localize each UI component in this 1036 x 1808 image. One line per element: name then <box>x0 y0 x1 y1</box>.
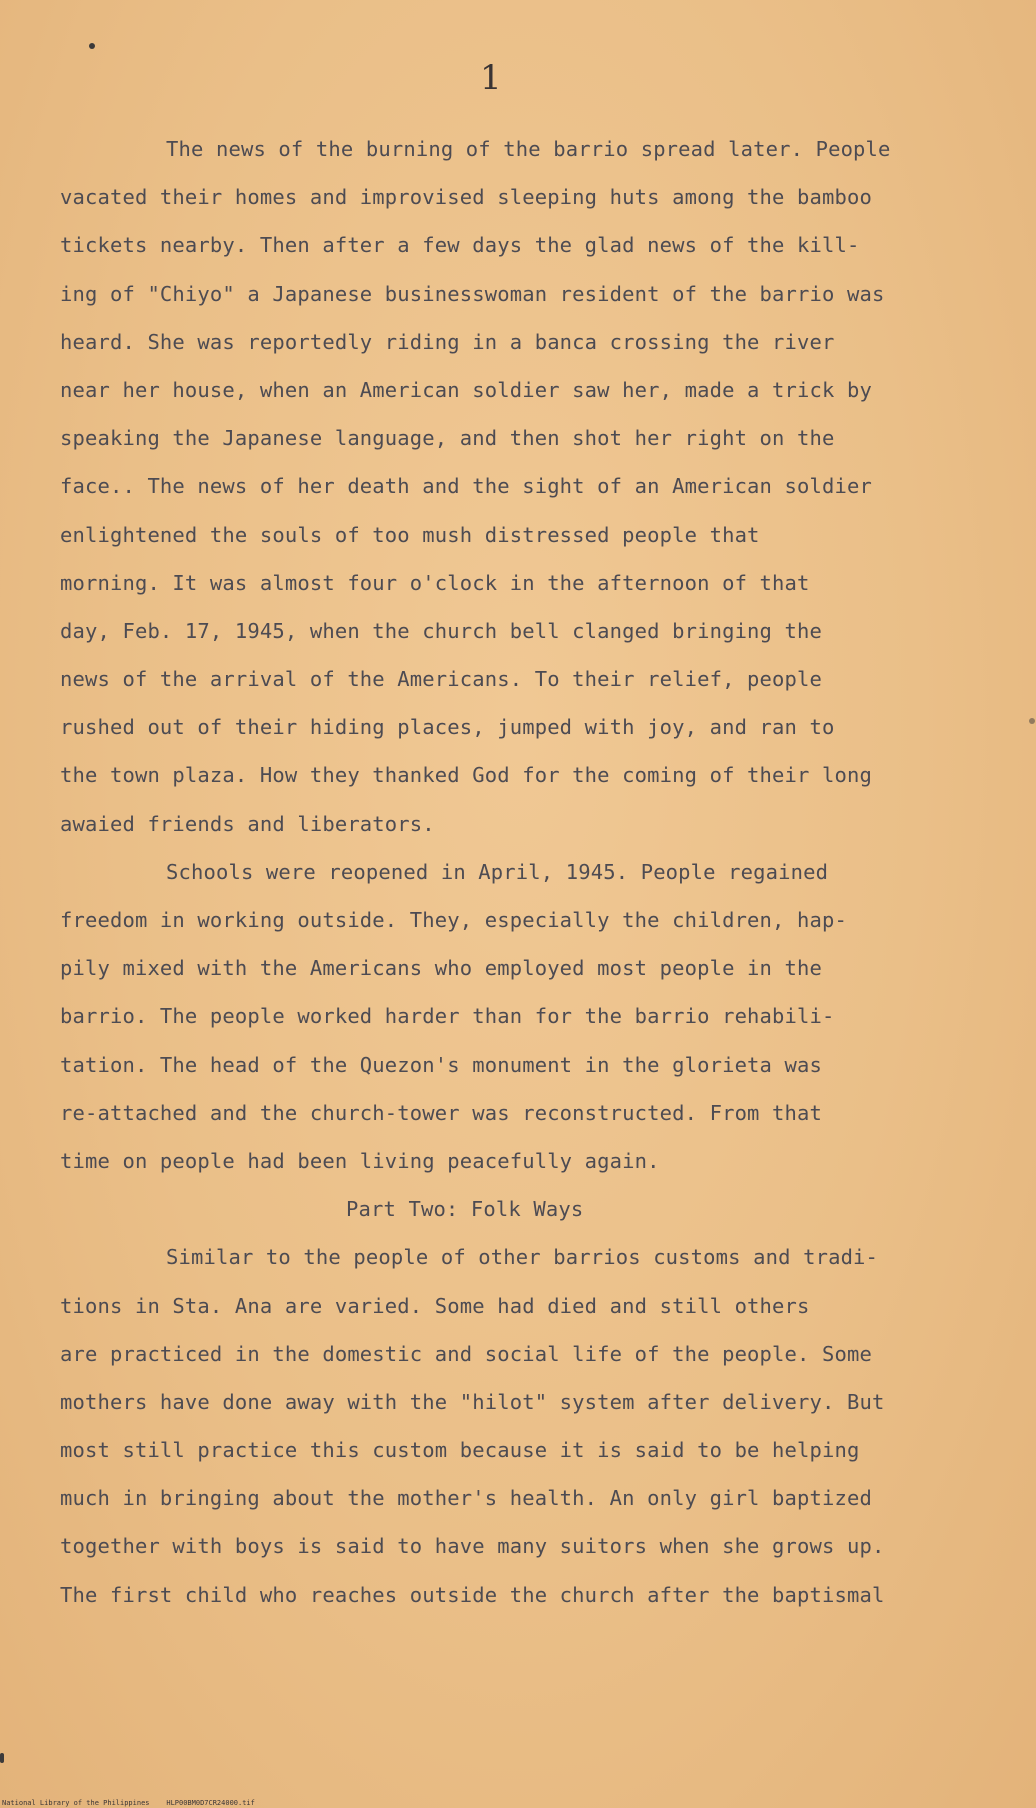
text-line: heard. She was reportedly riding in a banca crossing the river <box>60 329 835 354</box>
text-line: The news of the burning of the barrio spread later. People <box>166 137 891 161</box>
text-line: vacated their homes and improvised sleeping huts among the bamboo <box>60 185 872 210</box>
text-line: rushed out of their hiding places, jumped with joy, and ran to <box>60 715 835 740</box>
text-line: freedom in working outside. They, especially the children, hap- <box>60 908 847 932</box>
text-line: Similar to the people of other barrios customs and tradi- <box>166 1245 879 1270</box>
text-line: enlightened the souls of too mush distressed people that <box>60 522 760 547</box>
text-line: the town plaza. How they thanked God for the coming of their long <box>60 763 872 788</box>
page-number: 1 <box>480 58 502 98</box>
typed-text <box>60 125 1000 1619</box>
ink-speck <box>0 1753 4 1763</box>
text-line: news of the arrival of the Americans. To their relief, people <box>60 667 823 692</box>
text-line: ing of "Chiyo" a Japanese businesswoman resident of the barrio was <box>60 281 885 306</box>
text-line: awaied friends and liberators. <box>60 811 435 836</box>
text-line: Schools were reopened in April, 1945. People regained <box>166 859 829 884</box>
text-line: face.. The news of her death and the sight of an American soldier <box>60 474 872 499</box>
ink-speck <box>1029 718 1035 724</box>
text-line: tions in Sta. Ana are varied. Some had died and still others <box>60 1293 810 1318</box>
paragraph <box>60 848 1000 1185</box>
archive-footer: National Library of the Philippines HLP00BM0D7CR24000.tif <box>2 1799 255 1807</box>
text-line: time on people had been living peacefully again. <box>60 1148 660 1173</box>
text-line: barrio. The people worked harder than for the barrio rehabili- <box>60 1004 835 1029</box>
text-line: pily mixed with the Americans who employed most people in the <box>60 956 823 981</box>
section-heading: Part Two: Folk Ways <box>346 1197 584 1222</box>
text-line: day, Feb. 17, 1945, when the church bell clanged bringing the <box>60 618 823 643</box>
paragraph <box>60 1233 1000 1619</box>
text-line: near her house, when an American soldier saw her, made a trick by <box>60 377 872 402</box>
text-line: The first child who reaches outside the church after the baptismal <box>60 1582 885 1607</box>
text-line: most still practice this custom because it is said to be helping <box>60 1438 860 1463</box>
text-line: morning. It was almost four o'clock in the afternoon of that <box>60 570 810 595</box>
text-line: together with boys is said to have many suitors when she grows up. <box>60 1534 885 1559</box>
ink-speck <box>89 43 95 49</box>
text-line: re-attached and the church-tower was reconstructed. From that <box>60 1100 823 1125</box>
text-line: tickets nearby. Then after a few days the glad news of the kill- <box>60 233 860 258</box>
text-line: mothers have done away with the "hilot" system after delivery. But <box>60 1389 885 1414</box>
paragraph <box>60 125 1000 848</box>
text-line: much in bringing about the mother's health. An only girl baptized <box>60 1486 872 1511</box>
text-line: are practiced in the domestic and social life of the people. Some <box>60 1341 872 1366</box>
text-line: tation. The head of the Quezon's monument in the glorieta was <box>60 1052 823 1077</box>
text-line: speaking the Japanese language, and then shot her right on the <box>60 426 835 451</box>
